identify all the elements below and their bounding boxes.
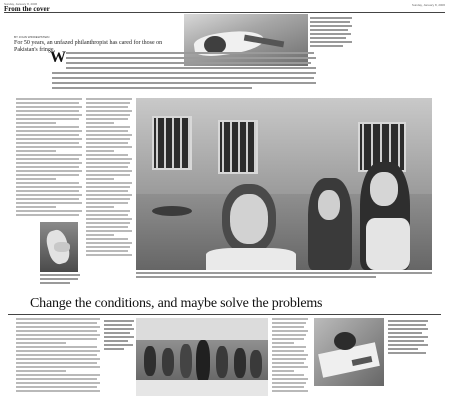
text-line bbox=[86, 154, 128, 156]
text-line bbox=[16, 146, 82, 148]
text-line bbox=[272, 374, 304, 376]
bottom-photo-caption bbox=[136, 396, 268, 399]
text-line bbox=[16, 202, 82, 204]
article-deck: For 50 years, an unfazed philanthropist has cared for those on Pakistan's fringe. bbox=[14, 40, 163, 53]
text-line bbox=[272, 318, 308, 320]
masthead bbox=[4, 2, 445, 13]
text-line bbox=[16, 102, 79, 104]
text-line bbox=[86, 214, 128, 216]
text-line bbox=[272, 350, 304, 352]
text-line bbox=[272, 370, 294, 372]
text-line bbox=[86, 230, 132, 232]
text-line bbox=[86, 158, 132, 160]
text-line bbox=[86, 150, 114, 152]
text-line bbox=[16, 134, 79, 136]
text-line bbox=[86, 166, 128, 168]
text-line bbox=[86, 126, 130, 128]
main-photo-caption bbox=[136, 272, 432, 280]
text-line bbox=[16, 154, 82, 156]
main-photo-women-courtyard bbox=[136, 98, 432, 270]
text-line bbox=[86, 182, 132, 184]
text-line bbox=[86, 162, 130, 164]
bottom-caption-left bbox=[104, 320, 134, 360]
text-line bbox=[16, 374, 100, 376]
text-line bbox=[16, 334, 100, 336]
text-line bbox=[86, 134, 132, 136]
text-line bbox=[272, 354, 308, 356]
bottom-center-text bbox=[272, 318, 308, 396]
text-line bbox=[86, 130, 128, 132]
text-line bbox=[86, 238, 128, 240]
text-line bbox=[16, 210, 82, 212]
text-line bbox=[86, 178, 114, 180]
text-line bbox=[86, 138, 130, 140]
text-line bbox=[86, 102, 130, 104]
text-line bbox=[16, 170, 82, 172]
text-line bbox=[16, 362, 97, 364]
text-line bbox=[86, 122, 114, 124]
text-line bbox=[16, 158, 79, 160]
text-line bbox=[86, 198, 130, 200]
text-line bbox=[86, 118, 128, 120]
text-line bbox=[16, 138, 82, 140]
text-line bbox=[272, 390, 308, 392]
text-line bbox=[16, 122, 56, 124]
text-line bbox=[16, 190, 79, 192]
text-line bbox=[16, 342, 66, 344]
text-line bbox=[272, 378, 308, 380]
text-line bbox=[16, 386, 97, 388]
text-line bbox=[16, 350, 100, 352]
text-line bbox=[272, 326, 304, 328]
text-line bbox=[16, 322, 97, 324]
text-line bbox=[16, 178, 56, 180]
text-line bbox=[272, 330, 308, 332]
text-line bbox=[16, 174, 79, 176]
top-right-caption bbox=[310, 17, 352, 63]
text-line bbox=[86, 186, 130, 188]
text-line bbox=[86, 110, 132, 112]
text-line bbox=[16, 198, 79, 200]
bottom-left-text bbox=[16, 318, 116, 396]
text-line bbox=[16, 390, 100, 392]
intro-paragraph bbox=[66, 52, 316, 92]
text-line bbox=[16, 150, 56, 152]
text-line bbox=[16, 106, 82, 108]
text-line bbox=[16, 358, 100, 360]
byline: BY JOHN WIDDEWSTEIN bbox=[14, 35, 50, 39]
text-line bbox=[16, 114, 82, 116]
text-line bbox=[16, 382, 100, 384]
text-line bbox=[16, 354, 97, 356]
text-line bbox=[16, 142, 79, 144]
bottom-caption-right bbox=[388, 320, 428, 368]
masthead-right-date: Sunday, January 8, 2006 bbox=[411, 3, 445, 7]
text-line bbox=[16, 98, 82, 100]
text-line bbox=[16, 346, 97, 348]
text-line bbox=[86, 170, 132, 172]
text-line bbox=[272, 358, 306, 360]
text-line bbox=[86, 210, 130, 212]
text-line bbox=[272, 386, 304, 388]
text-line bbox=[86, 218, 132, 220]
bottom-photo-man-on-cot bbox=[314, 318, 384, 386]
text-line bbox=[86, 98, 132, 100]
text-line bbox=[16, 130, 82, 132]
masthead-dateline: Sunday, January 8, 2006 bbox=[4, 2, 38, 6]
text-line bbox=[86, 194, 132, 196]
drop-cap: W bbox=[50, 49, 66, 66]
text-line bbox=[16, 194, 82, 196]
text-line bbox=[16, 186, 82, 188]
left-photo-hands bbox=[40, 222, 78, 272]
text-line bbox=[16, 366, 100, 368]
text-line bbox=[16, 370, 66, 372]
text-line bbox=[86, 242, 132, 244]
text-line bbox=[86, 250, 128, 252]
text-line bbox=[86, 106, 128, 108]
text-line bbox=[16, 330, 97, 332]
text-line bbox=[272, 382, 306, 384]
text-line bbox=[16, 126, 79, 128]
text-line bbox=[272, 342, 294, 344]
text-line bbox=[86, 146, 132, 148]
text-line bbox=[272, 362, 304, 364]
text-line bbox=[86, 254, 132, 256]
text-line bbox=[86, 246, 130, 248]
text-line bbox=[16, 214, 79, 216]
text-line bbox=[86, 174, 130, 176]
text-line bbox=[16, 182, 79, 184]
left-photo-caption bbox=[40, 274, 80, 286]
text-line bbox=[272, 366, 308, 368]
headline-rule bbox=[8, 314, 441, 315]
text-line bbox=[272, 322, 306, 324]
text-line bbox=[16, 166, 79, 168]
text-line bbox=[16, 326, 100, 328]
bottom-photo-children-ward bbox=[136, 318, 268, 396]
text-line bbox=[16, 118, 79, 120]
text-line bbox=[16, 110, 79, 112]
text-line bbox=[16, 338, 97, 340]
text-line bbox=[86, 234, 114, 236]
text-line bbox=[86, 142, 128, 144]
text-line bbox=[86, 202, 128, 204]
text-line bbox=[272, 346, 306, 348]
text-line bbox=[86, 206, 114, 208]
text-line bbox=[16, 378, 97, 380]
text-line bbox=[86, 226, 128, 228]
text-line bbox=[16, 206, 56, 208]
text-line bbox=[272, 334, 306, 336]
center-body-text-column bbox=[86, 98, 134, 258]
text-line bbox=[86, 222, 130, 224]
text-line bbox=[86, 114, 130, 116]
text-line bbox=[272, 338, 304, 340]
text-line bbox=[86, 190, 128, 192]
text-line bbox=[16, 162, 82, 164]
text-line bbox=[16, 318, 100, 320]
section-headline: Change the conditions, and maybe solve the problems bbox=[30, 296, 323, 311]
section-title: From the cover bbox=[4, 5, 50, 13]
